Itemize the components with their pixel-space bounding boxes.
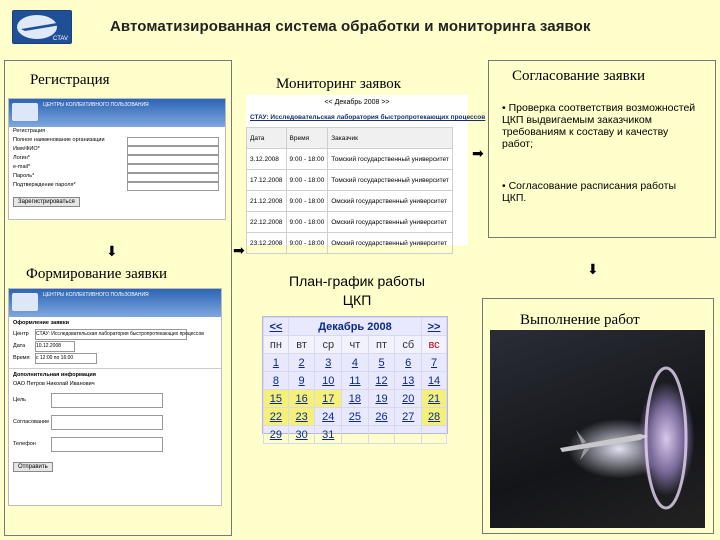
schedule-title: План-график работы ЦКП — [289, 273, 425, 308]
section-heading: Оформление заявки — [13, 320, 69, 326]
approval-bullet: • Согласование расписания работы ЦКП. — [502, 180, 677, 204]
calendar — [262, 316, 448, 441]
table-row: 21.12.2008 9:00 - 18:00 Омский государственный университет — [247, 191, 453, 212]
calendar-day[interactable]: 3 — [315, 354, 342, 372]
calendar-day[interactable]: 31 — [315, 426, 342, 444]
arrow-down-icon: ⬇ — [587, 261, 599, 277]
goal-input[interactable] — [51, 393, 163, 408]
calendar-day[interactable]: 30 — [288, 426, 315, 444]
register-button[interactable]: Зарегистрироваться — [13, 197, 80, 207]
calendar-day[interactable]: 19 — [368, 390, 395, 408]
calendar-day[interactable]: 24 — [315, 408, 342, 426]
table-row: 22.12.2008 9:00 - 18:00 Омский государственный университет — [247, 212, 453, 233]
weekday-row: пн вт ср чт пт сб вс — [264, 336, 447, 354]
calendar-day[interactable]: 11 — [342, 372, 369, 390]
calendar-day[interactable]: 17 — [315, 390, 342, 408]
password-confirm-input[interactable] — [127, 182, 219, 191]
calendar-day[interactable]: 8 — [264, 372, 289, 390]
calendar-day — [342, 426, 369, 444]
approval-input[interactable] — [51, 415, 163, 430]
form-row: Центр СТАУ: Исследовательская лаборатория быстропротекающих процессов — [9, 328, 221, 340]
registration-title: Регистрация — [30, 72, 110, 88]
send-button[interactable]: Отправить — [13, 462, 53, 472]
calendar-day[interactable]: 1 — [264, 354, 289, 372]
calendar-day — [368, 426, 395, 444]
calendar-week — [264, 372, 447, 390]
phone-input[interactable] — [51, 437, 163, 452]
experiment-photo — [490, 330, 705, 528]
section-heading: Дополнительная информация — [13, 372, 96, 378]
form-row: Телефон — [9, 433, 221, 455]
month-nav[interactable]: << Декабрь 2008 >> — [324, 99, 390, 106]
table-header — [247, 128, 453, 149]
form-row: Логин* — [9, 154, 225, 163]
calendar-week — [264, 390, 447, 408]
calendar-day[interactable]: 15 — [264, 390, 289, 408]
time-input[interactable]: с 12:00 по 16:00 — [35, 353, 97, 364]
calendar-header — [264, 318, 447, 336]
calendar-day[interactable]: 28 — [422, 408, 447, 426]
center-link[interactable]: СТАУ: Исследовательская лаборатория быстропротекающих процессов — [250, 114, 486, 121]
calendar-day[interactable]: 29 — [264, 426, 289, 444]
date-input[interactable]: 10.12.2008 — [35, 341, 75, 352]
org-text: ОАО Петров Николай Иванович — [13, 381, 95, 387]
request-form — [8, 288, 222, 506]
execution-title: Выполнение работ — [520, 312, 640, 328]
calendar-day[interactable]: 10 — [315, 372, 342, 390]
requests-table — [246, 127, 453, 254]
calendar-day[interactable]: 14 — [422, 372, 447, 390]
calendar-day[interactable]: 5 — [368, 354, 395, 372]
monitoring-table — [246, 95, 486, 247]
calendar-day — [422, 426, 447, 444]
registration-site-header: ЦЕНТРЫ КОЛЛЕКТИВНОГО ПОЛЬЗОВАНИЯ — [9, 99, 225, 127]
form-row: Имя/ФИО* — [9, 145, 225, 154]
calendar-day[interactable]: 7 — [422, 354, 447, 372]
calendar-day[interactable]: 2 — [288, 354, 315, 372]
calendar-day[interactable]: 13 — [395, 372, 422, 390]
form-row: Согласование — [9, 411, 221, 433]
next-month-button[interactable]: >> — [422, 318, 447, 336]
form-row: e-mail* — [9, 163, 225, 172]
calendar-day[interactable]: 26 — [368, 408, 395, 426]
calendar-day[interactable]: 6 — [395, 354, 422, 372]
arrow-right-icon: ➡ — [472, 145, 484, 161]
calendar-day[interactable]: 9 — [288, 372, 315, 390]
calendar-day[interactable]: 20 — [395, 390, 422, 408]
calendar-day[interactable]: 27 — [395, 408, 422, 426]
calendar-day[interactable]: 16 — [288, 390, 315, 408]
rocket-model-icon — [490, 330, 705, 528]
calendar-week — [264, 408, 447, 426]
table-row: 17.12.2008 9:00 - 18:00 Томский государственный университет — [247, 170, 453, 191]
form-row: Время с 12:00 по 16:00 — [9, 352, 221, 364]
approval-bullet: • Проверка соответствия возможностей ЦКП выдвигаемым заказчиком требованиям к составу и качеству работ; — [502, 102, 696, 150]
request-site-header: ЦЕНТРЫ КОЛЛЕКТИВНОГО ПОЛЬЗОВАНИЯ — [9, 289, 221, 317]
column-header: Заказчик — [328, 128, 453, 149]
form-row: Цель — [9, 389, 221, 411]
logo-text: CTAV — [52, 36, 68, 42]
form-row: Пароль* — [9, 172, 225, 181]
monitoring-title: Мониторинг заявок — [276, 76, 402, 92]
calendar-day[interactable]: 23 — [288, 408, 315, 426]
column-header: Дата — [247, 128, 287, 149]
arrow-right-icon: ➡ — [233, 242, 245, 258]
formation-title: Формирование заявки — [26, 266, 168, 282]
calendar-month: Декабрь 2008 — [288, 318, 421, 336]
page-title: Автоматизированная система обработки и мониторинга заявок — [110, 18, 591, 35]
form-row: Дата 10.12.2008 — [9, 340, 221, 352]
calendar-week — [264, 354, 447, 372]
calendar-day[interactable]: 21 — [422, 390, 447, 408]
calendar-day[interactable]: 12 — [368, 372, 395, 390]
approval-title: Согласование заявки — [512, 68, 646, 84]
form-label: Регистрация — [13, 128, 46, 134]
column-header: Время — [286, 128, 328, 149]
form-row: Подтверждение пароля* — [9, 181, 225, 190]
table-row: 3.12.2008 9:00 - 18:00 Томский государственный университет — [247, 149, 453, 170]
table-row: 23.12.2008 9:00 - 18:00 Омский государственный университет — [247, 233, 453, 254]
arrow-down-icon: ⬇ — [106, 243, 118, 259]
calendar-week — [264, 426, 447, 444]
prev-month-button[interactable]: << — [264, 318, 289, 336]
calendar-day[interactable]: 22 — [264, 408, 289, 426]
logo — [12, 10, 72, 44]
registration-form — [8, 98, 226, 220]
form-row: Полное наименование организации — [9, 136, 225, 145]
calendar-day[interactable]: 4 — [342, 354, 369, 372]
calendar-day[interactable]: 18 — [342, 390, 369, 408]
calendar-day — [395, 426, 422, 444]
calendar-day[interactable]: 25 — [342, 408, 369, 426]
center-select[interactable]: СТАУ: Исследовательская лаборатория быстропротекающих процессов — [35, 329, 187, 340]
